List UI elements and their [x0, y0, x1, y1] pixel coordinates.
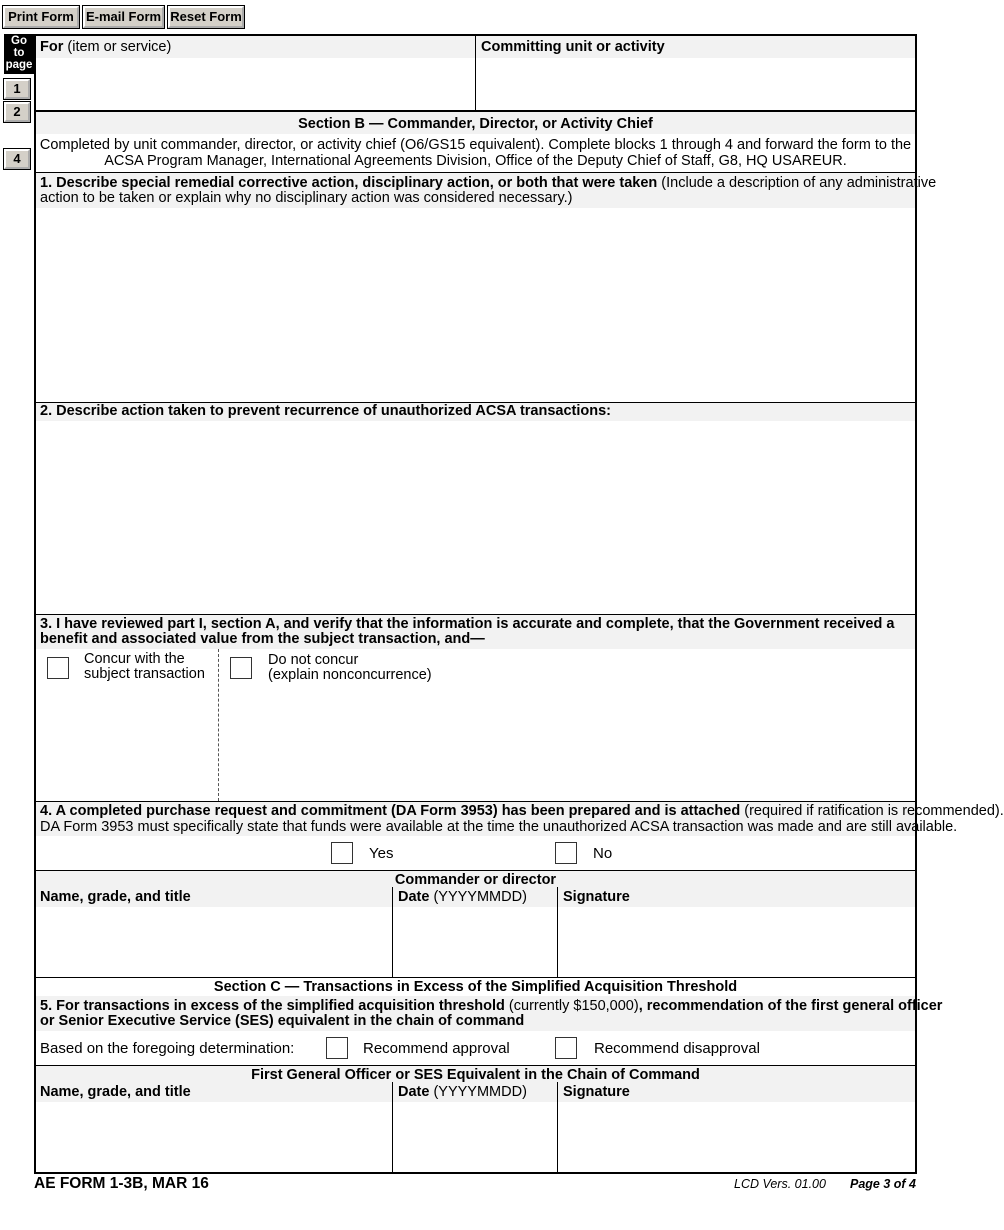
page-number: Page 3 of 4	[850, 1177, 916, 1191]
concur-checkbox[interactable]	[47, 657, 69, 679]
do-not-concur-checkbox[interactable]	[230, 657, 252, 679]
question-1-label: action to be taken or explain why no disciplinary action was considered necessary.)	[40, 190, 573, 206]
recommend-approval-checkbox[interactable]	[326, 1037, 348, 1059]
go-to-page-4-button[interactable]: 4	[4, 149, 30, 169]
recommend-disapproval-checkbox[interactable]	[555, 1037, 577, 1059]
email-form-button[interactable]: E-mail Form	[83, 6, 164, 28]
question-4-label: 4. A completed purchase request and commitment (DA Form 3953) has been prepared and is attached (required if ratification is recommended).	[40, 803, 1004, 819]
recommend-disapproval-label: Recommend disapproval	[594, 1040, 760, 1057]
do-not-concur-label: Do not concur (explain nonconcurrence)	[268, 652, 432, 683]
form-identifier: AE FORM 1-3B, MAR 16	[34, 1175, 209, 1192]
for-item-field[interactable]	[36, 58, 475, 110]
question-5-label: 5. For transactions in excess of the simplified acquisition threshold (currently $150,000), recommendation of the first general officer	[40, 998, 943, 1014]
officer-date-label: Date (YYYYMMDD)	[398, 1084, 527, 1100]
no-checkbox[interactable]	[555, 842, 577, 864]
committing-unit-label: Committing unit or activity	[481, 39, 665, 55]
concur-label: Concur with the subject transaction	[84, 651, 205, 682]
yes-label: Yes	[369, 845, 394, 862]
prevent-recurrence-field[interactable]	[36, 421, 915, 614]
form-page	[34, 34, 1004, 1174]
go-to-page-label	[4, 34, 34, 74]
commander-date-label: Date (YYYYMMDD)	[398, 889, 527, 905]
no-label: No	[593, 845, 613, 862]
question-5-label: or Senior Executive Service (SES) equivalent in the chain of command	[40, 1013, 525, 1029]
commander-date-field[interactable]	[393, 907, 557, 977]
section-b-intro: Completed by unit commander, director, or activity chief (O6/GS15 equivalent). Complete blocks 1 through 4 and forward the form to the	[39, 137, 912, 153]
officer-signature-field[interactable]	[558, 1102, 915, 1172]
question-1-label: 1. Describe special remedial corrective action, disciplinary action, or both that were taken (Include a description of any administrative	[40, 175, 937, 191]
goto-line: page	[5, 59, 33, 71]
section-c-title: Section C — Transactions in Excess of the Simplified Acquisition Threshold	[213, 979, 738, 995]
go-to-page-1-button[interactable]: 1	[4, 79, 30, 99]
yes-checkbox[interactable]	[331, 842, 353, 864]
commander-name-label: Name, grade, and title	[40, 889, 191, 905]
nonconcurrence-explanation-field[interactable]	[268, 686, 908, 798]
commander-block-title: Commander or director	[394, 872, 557, 888]
corrective-action-field[interactable]	[36, 208, 915, 402]
question-3-label: benefit and associated value from the subject transaction, and—	[40, 631, 485, 647]
goto-line: to	[13, 47, 25, 59]
question-4-label: DA Form 3953 must specifically state that funds were available at the time the unauthorized ACSA transaction was made and are still available.	[40, 819, 958, 835]
officer-name-label: Name, grade, and title	[40, 1084, 191, 1100]
commander-signature-label: Signature	[563, 889, 630, 905]
section-b-intro: ACSA Program Manager, International Agreements Division, Office of the Deputy Chief of Staff, G8, HQ USAREUR.	[104, 153, 847, 169]
determination-label: Based on the foregoing determination:	[40, 1040, 295, 1057]
question-2-label: 2. Describe action taken to prevent recurrence of unauthorized ACSA transactions:	[40, 403, 612, 419]
officer-date-field[interactable]	[393, 1102, 557, 1172]
committing-unit-field[interactable]	[476, 58, 915, 110]
commander-signature-field[interactable]	[558, 907, 915, 977]
go-to-page-2-button[interactable]: 2	[4, 102, 30, 122]
section-b-title: Section B — Commander, Director, or Activity Chief	[298, 116, 653, 132]
recommend-approval-label: Recommend approval	[363, 1040, 510, 1057]
reset-form-button[interactable]: Reset Form	[168, 6, 244, 28]
commander-name-field[interactable]	[36, 907, 392, 977]
print-form-button[interactable]: Print Form	[3, 6, 79, 28]
for-label: For (item or service)	[40, 39, 172, 55]
officer-signature-label: Signature	[563, 1084, 630, 1100]
officer-name-field[interactable]	[36, 1102, 392, 1172]
version-label: LCD Vers. 01.00	[734, 1177, 826, 1191]
question-3-label: 3. I have reviewed part I, section A, and verify that the information is accurate and complete, that the Government received a	[40, 616, 895, 632]
goto-line: Go	[11, 35, 27, 47]
officer-block-title: First General Officer or SES Equivalent in the Chain of Command	[251, 1067, 700, 1083]
